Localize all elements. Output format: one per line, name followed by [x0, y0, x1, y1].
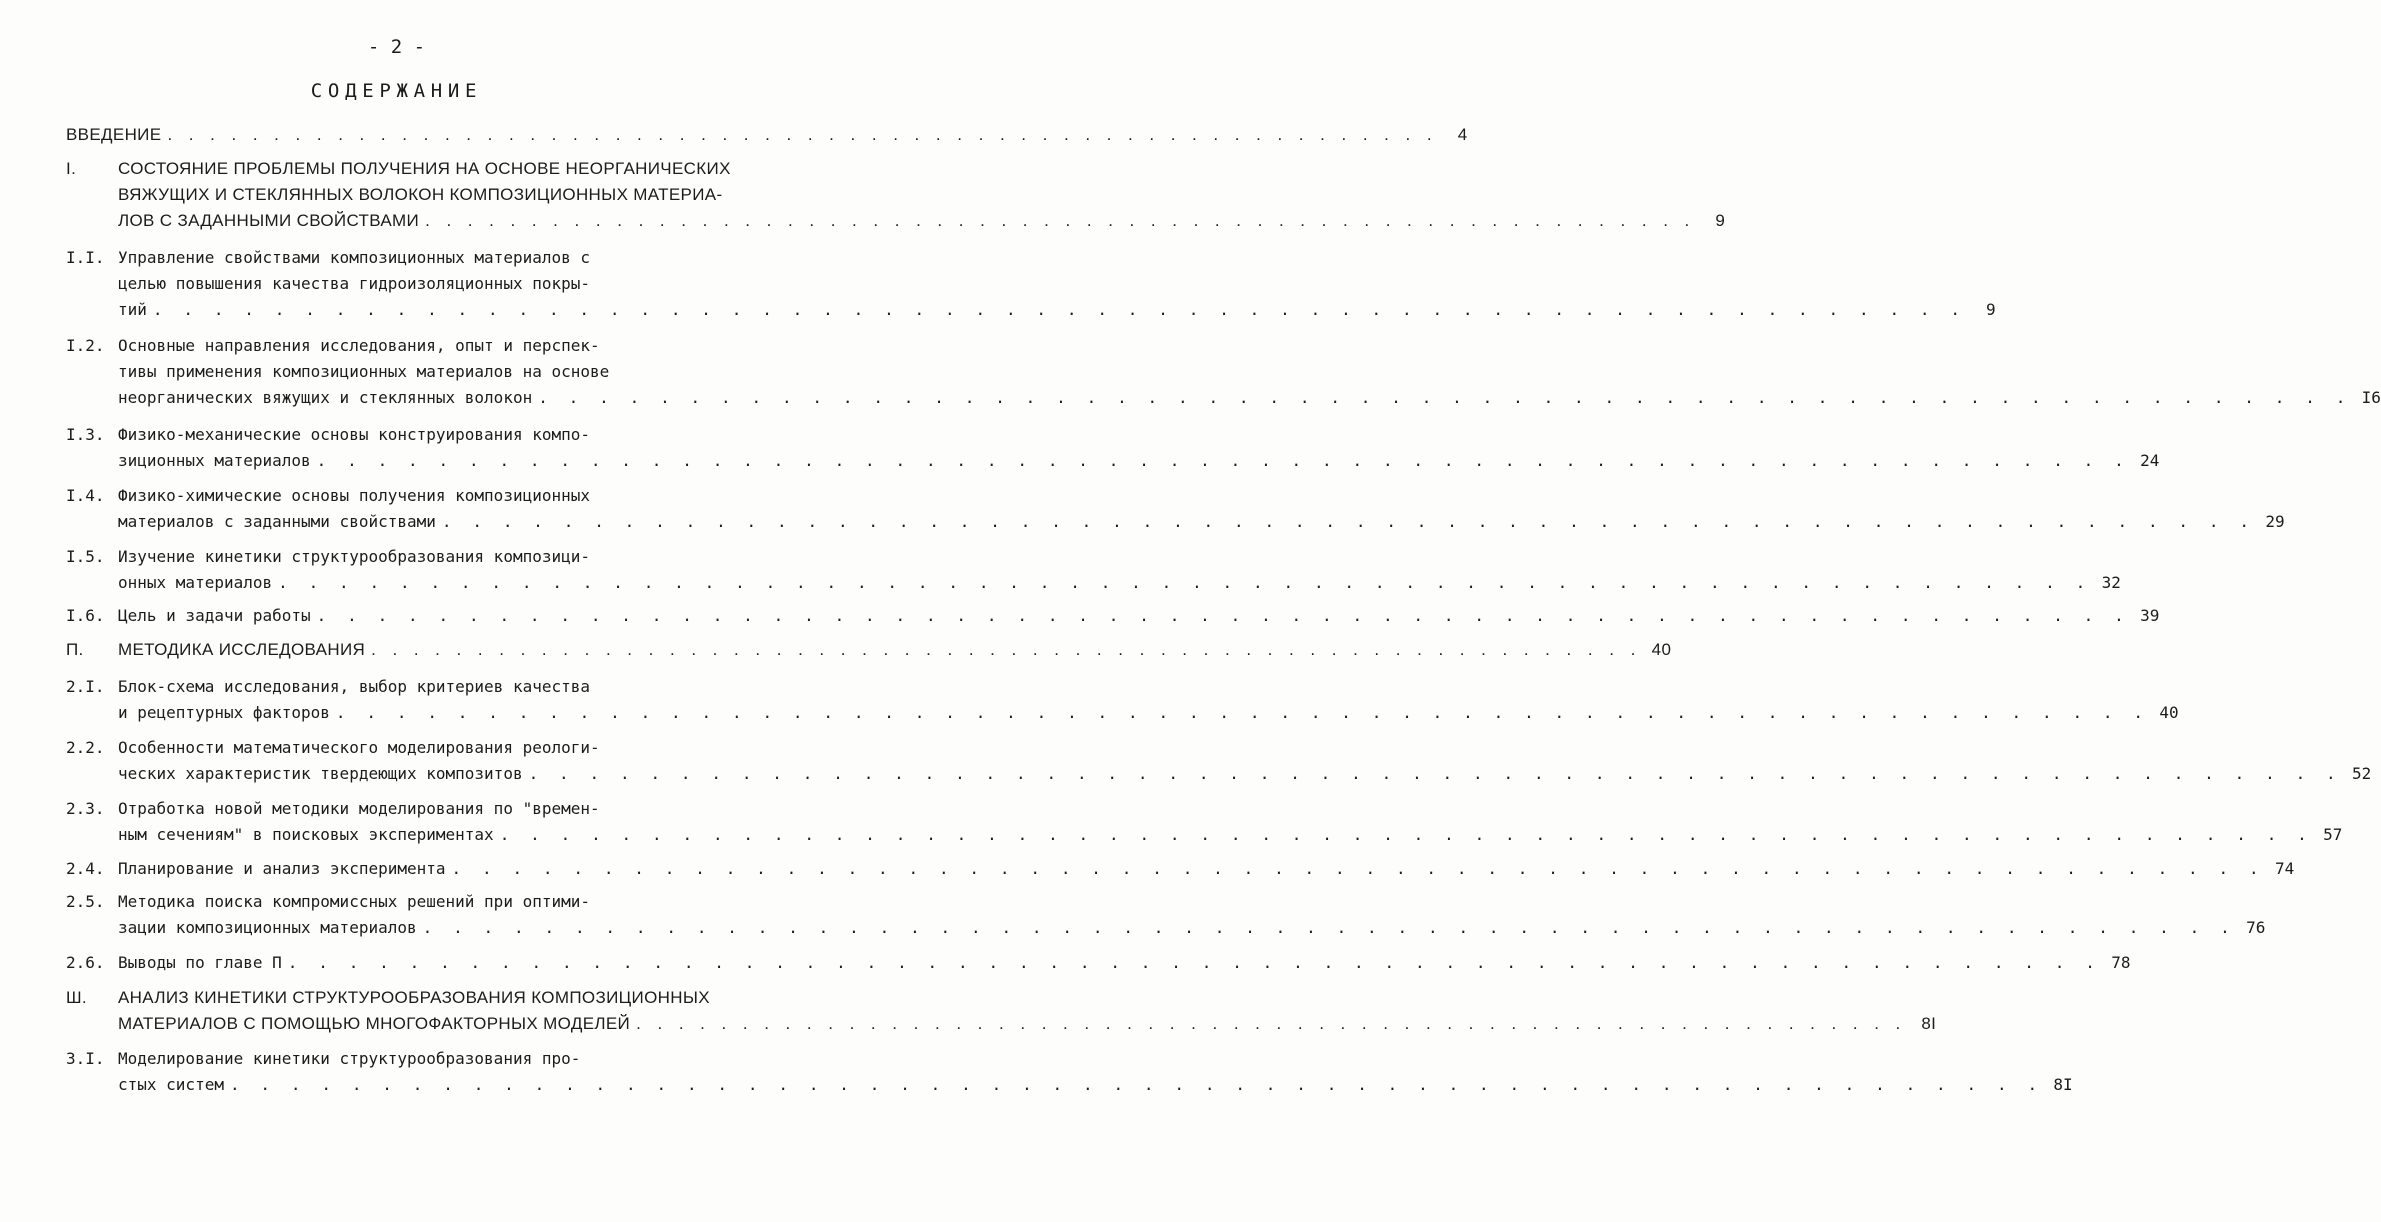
toc-entry-title: Особенности математического моделирования реологи-: [118, 738, 600, 757]
toc-page-number: 52: [2352, 764, 2372, 783]
toc-entry-number: 3.I.: [66, 1049, 105, 1068]
toc-page-number: 29: [2265, 512, 2285, 531]
toc-entry-line: [118, 359, 609, 385]
page-number: - 2 -: [367, 36, 426, 58]
toc-entry-number: 2.5.: [66, 892, 105, 911]
toc-entry-title: тий: [118, 300, 147, 319]
toc-entry-number: 2.3.: [66, 799, 105, 818]
toc-entry-number: I.3.: [66, 425, 105, 444]
leader-dots: . . . . . . . . . . . . . . . . . . . . . . . . . . . . . . . . . . . . . . . . . . . . . . . . . . . . . . . . . . . .: [371, 640, 1642, 659]
toc-entry-line: [118, 822, 2343, 848]
leader-dots: . . . . . . . . . . . . . . . . . . . . . . . . . . . . . . . . . . . . . . . . . . . . . . . . . . . . . . . . . . . .: [167, 125, 1438, 144]
toc-entry-title: Выводы по главе П: [118, 953, 282, 972]
toc-entry-title: целью повышения качества гидроизоляционных покры-: [118, 274, 591, 293]
toc-entry-line: [66, 122, 1468, 148]
toc-entry-line: [118, 637, 1672, 663]
toc-entry-line: [118, 1046, 580, 1072]
toc-entry-title: Методика поиска компромиссных решений при оптими-: [118, 892, 591, 911]
toc-entry-title: ВВЕДЕНИЕ: [66, 125, 162, 144]
toc-entry-title: стых систем: [118, 1075, 224, 1094]
toc-entry-title: АНАЛИЗ КИНЕТИКИ СТРУКТУРООБРАЗОВАНИЯ КОМПОЗИЦИОННЫХ: [118, 988, 710, 1007]
toc-page-number: 4: [1457, 125, 1468, 144]
toc-page-number: 24: [2140, 451, 2160, 470]
toc-entry-title: ческих характеристик твердеющих композитов: [118, 764, 523, 783]
toc-entry-line: [118, 985, 710, 1011]
toc-entry-line: [118, 448, 2160, 474]
leader-dots: . . . . . . . . . . . . . . . . . . . . . . . . . . . . . . . . . . . . . . . . . . . . . . . . . . . . . . . . . . . .: [152, 300, 1966, 319]
toc-entry-number: I.2.: [66, 336, 105, 355]
toc-entry-line: [118, 297, 1996, 323]
leader-dots: . . . . . . . . . . . . . . . . . . . . . . . . . . . . . . . . . . . . . . . . . . . . . . . . . . . . . . . . . . . .: [335, 703, 2149, 722]
toc-page-number: 40: [2159, 703, 2179, 722]
toc-heading: СОДЕРЖАНИЕ: [310, 80, 483, 102]
toc-page-number: 39: [2140, 606, 2160, 625]
toc-entry-number: 2.4.: [66, 859, 105, 878]
toc-entry-title: ВЯЖУЩИХ И СТЕКЛЯННЫХ ВОЛОКОН КОМПОЗИЦИОННЫХ МАТЕРИА-: [118, 185, 723, 204]
toc-entry-title: Моделирование кинетики структурообразования про-: [118, 1049, 581, 1068]
toc-entry-line: [118, 796, 600, 822]
toc-page-number: 57: [2323, 825, 2343, 844]
toc-entry-number: I.4.: [66, 486, 105, 505]
toc-entry-line: [118, 700, 2179, 726]
leader-dots: . . . . . . . . . . . . . . . . . . . . . . . . . . . . . . . . . . . . . . . . . . . . . . . . . . . . . . . . . . . .: [538, 388, 2351, 407]
toc-entry-line: [118, 735, 600, 761]
toc-entry-number: I.5.: [66, 547, 105, 566]
leader-dots: . . . . . . . . . . . . . . . . . . . . . . . . . . . . . . . . . . . . . . . . . . . . . . . . . . . . . . . . . . . .: [316, 451, 2130, 470]
toc-page-number: 9: [1985, 300, 1996, 319]
toc-entry-number: I.6.: [66, 606, 105, 625]
toc-entry-number: П.: [66, 640, 84, 659]
toc-entry-number: I.: [66, 159, 77, 178]
toc-entry-title: зации композиционных материалов: [118, 918, 417, 937]
toc-entry-title: Блок-схема исследования, выбор критериев качества: [118, 677, 591, 696]
toc-entry-title: материалов с заданными свойствами: [118, 512, 436, 531]
toc-entry-title: ЛОВ С ЗАДАННЫМИ СВОЙСТВАМИ: [118, 211, 420, 230]
toc-entry-line: [118, 1011, 1937, 1037]
toc-entry-line: [118, 483, 590, 509]
toc-entry-title: СОСТОЯНИЕ ПРОБЛЕМЫ ПОЛУЧЕНИЯ НА ОСНОВЕ НЕОРГАНИЧЕСКИХ: [118, 159, 731, 178]
toc-entry-line: [118, 674, 590, 700]
toc-entry-line: [118, 156, 731, 182]
leader-dots: . . . . . . . . . . . . . . . . . . . . . . . . . . . . . . . . . . . . . . . . . . . . . . . . . . . . . . . . . . . .: [316, 606, 2130, 625]
leader-dots: . . . . . . . . . . . . . . . . . . . . . . . . . . . . . . . . . . . . . . . . . . . . . . . . . . . . . . . . . . . .: [229, 1075, 2043, 1094]
leader-dots: . . . . . . . . . . . . . . . . . . . . . . . . . . . . . . . . . . . . . . . . . . . . . . . . . . . . . . . . . . . .: [422, 918, 2236, 937]
toc-page-number: 76: [2246, 918, 2266, 937]
toc-entry-line: [118, 509, 2285, 535]
toc-entry-title: Цель и задачи работы: [118, 606, 311, 625]
toc-entry-line: [118, 950, 2131, 976]
toc-entry-title: МЕТОДИКА ИССЛЕДОВАНИЯ: [118, 640, 366, 659]
toc-entry-line: [118, 1072, 2073, 1098]
toc-entry-title: неорганических вяжущих и стеклянных волокон: [118, 388, 533, 407]
leader-dots: . . . . . . . . . . . . . . . . . . . . . . . . . . . . . . . . . . . . . . . . . . . . . . . . . . . . . . . . . . . .: [528, 764, 2342, 783]
toc-entry-line: [118, 544, 590, 570]
toc-entry-title: и рецептурных факторов: [118, 703, 330, 722]
toc-entry-line: [118, 271, 590, 297]
toc-entry-title: Физико-механические основы конструирования компо-: [118, 425, 591, 444]
toc-entry-line: [118, 333, 600, 359]
toc-entry-number: Ш.: [66, 988, 87, 1007]
toc-entry-line: [118, 182, 722, 208]
toc-entry-title: Основные направления исследования, опыт и перспек-: [118, 336, 600, 355]
toc-page-number: 8I: [1921, 1014, 1937, 1033]
toc-page-number: 32: [2101, 573, 2121, 592]
toc-entry-title: Физико-химические основы получения композиционных: [118, 486, 591, 505]
toc-entry-line: [118, 208, 1726, 234]
toc-entry-line: [118, 889, 590, 915]
toc-page-number: 8I: [2053, 1075, 2073, 1094]
leader-dots: . . . . . . . . . . . . . . . . . . . . . . . . . . . . . . . . . . . . . . . . . . . . . . . . . . . . . . . . . . . .: [425, 211, 1696, 230]
toc-entry-line: [118, 570, 2121, 596]
toc-entry-number: 2.I.: [66, 677, 105, 696]
toc-page-number: I6: [2361, 388, 2381, 407]
leader-dots: . . . . . . . . . . . . . . . . . . . . . . . . . . . . . . . . . . . . . . . . . . . . . . . . . . . . . . . . . . . .: [441, 512, 2255, 531]
toc-entry-line: [118, 856, 2295, 882]
toc-page-number: 9: [1715, 211, 1726, 230]
toc-page-number: 78: [2111, 953, 2131, 972]
toc-page-number: 74: [2274, 859, 2295, 878]
toc-entry-number: I.I.: [66, 248, 105, 267]
leader-dots: . . . . . . . . . . . . . . . . . . . . . . . . . . . . . . . . . . . . . . . . . . . . . . . . . . . . . . . . . . . .: [278, 573, 2091, 592]
toc-entry-number: 2.6.: [66, 953, 105, 972]
toc-entry-title: ным сечениям" в поисковых экспериментах: [118, 825, 494, 844]
toc-entry-title: тивы применения композиционных материалов на основе: [118, 362, 610, 381]
toc-page-number: 40: [1651, 640, 1672, 659]
toc-entry-number: 2.2.: [66, 738, 105, 757]
toc-entry-line: [118, 245, 590, 271]
toc-entry-title: зиционных материалов: [118, 451, 311, 470]
toc-entry-line: [118, 761, 2372, 787]
toc-entry-line: [118, 385, 2381, 411]
leader-dots: . . . . . . . . . . . . . . . . . . . . . . . . . . . . . . . . . . . . . . . . . . . . . . . . . . . . . . . . . . . .: [287, 953, 2101, 972]
leader-dots: . . . . . . . . . . . . . . . . . . . . . . . . . . . . . . . . . . . . . . . . . . . . . . . . . . . . . . . . . . . .: [451, 859, 2265, 878]
toc-entry-title: Изучение кинетики структурообразования композици-: [118, 547, 591, 566]
toc-entry-line: [118, 603, 2160, 629]
toc-entry-title: Управление свойствами композиционных материалов с: [118, 248, 591, 267]
toc-entry-title: Отработка новой методики моделирования по "времен-: [118, 799, 600, 818]
leader-dots: . . . . . . . . . . . . . . . . . . . . . . . . . . . . . . . . . . . . . . . . . . . . . . . . . . . . . . . . . . . .: [499, 825, 2313, 844]
leader-dots: . . . . . . . . . . . . . . . . . . . . . . . . . . . . . . . . . . . . . . . . . . . . . . . . . . . . . . . . . . . .: [636, 1014, 1907, 1033]
toc-entry-line: [118, 422, 590, 448]
toc-entry-title: Планирование и анализ эксперимента: [118, 859, 446, 878]
toc-entry-title: онных материалов: [118, 573, 273, 592]
toc-entry-line: [118, 915, 2266, 941]
toc-entry-title: МАТЕРИАЛОВ С ПОМОЩЬЮ МНОГОФАКТОРНЫХ МОДЕЛЕЙ: [118, 1014, 631, 1033]
